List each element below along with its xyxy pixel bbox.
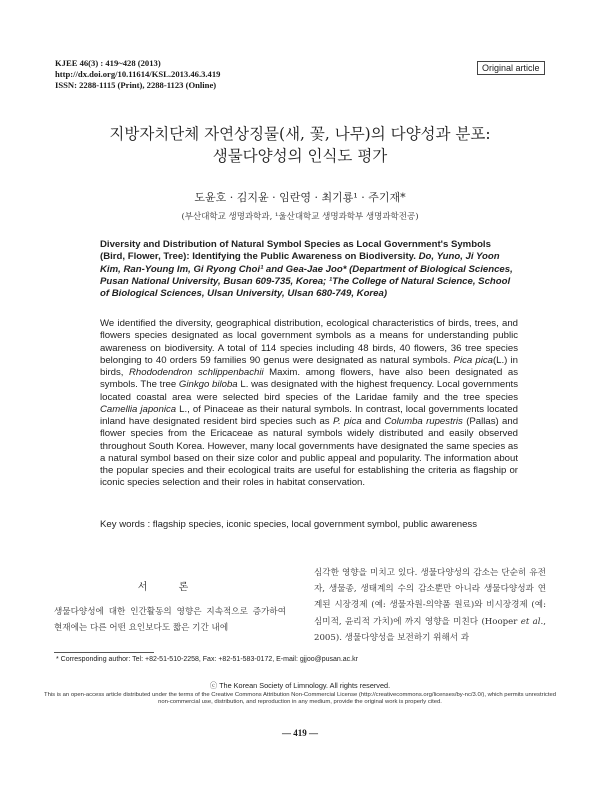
keywords-text: flagship species, iconic species, local government symbol, public awareness [152,519,478,530]
english-title: Diversity and Distribution of Natural Symbol Species as Local Government's Symbols (Bird, Flower, Tree): Identifying the Public Awareness on Biodiversity. [100,239,491,263]
affiliation: (부산대학교 생명과학과, ¹울산대학교 생명과학부 생명과학전공) [181,212,419,222]
article-type-badge: Original article [477,61,545,75]
citation-etal: et al [520,616,541,627]
footnote-divider [54,652,154,653]
title-line-2: 생물다양성의 인식도 평가 [212,147,388,165]
page-number: — 419 — [282,728,318,738]
species-name: P. pica [332,416,362,427]
corresponding-author-footnote: * Corresponding author: Tel: +82-51-510-2258, Fax: +82-51-583-0172, E-mail: gjjoo@pusan.ac.kr [56,656,358,663]
copyright: ⓒ The Korean Society of Limnology. All rights reserved. [209,681,391,690]
paper-title [0,123,600,167]
journal-citation: KJEE 46(3) : 419~428 (2013) [55,58,161,68]
journal-header [55,58,220,91]
license-text: This is an open-access article distributed under the terms of the Creative Commons Attribution Non-Commercial License (http://creativecommons.org/licenses/by-nc/3.0/), which permits unrestricted non-commercial use, distribution, and reproduction in any medium, provide the original work is properly cited. [43,692,557,706]
title-line-1: 지방자치단체 자연상징물(새, 꽃, 나무)의 다양성과 분포: [109,125,491,143]
keywords-label: Key words : [100,519,151,530]
body-left-column: 생물다양성에 대한 인간활동의 영향은 지속적으로 증가하여 현재에는 다른 어떤 요인보다도 짧은 기간 내에 [54,607,286,634]
abstract-text: (Pallas) and flower species from the Ericaceae as natural symbols widely distributed and easily observed throughout South Korea. However, many local governments have designated the same species as a natural symbol based on their size color and public appeal and popularity. The information about the popular species and their ecological traits are useful for establishing the criteria as flagship or iconic species selection and their roles in habitat conservation. [100,416,519,489]
english-authors-affiliation: Do, Yuno, Ji Yoon Kim, Ran-Young Im, Gi Ryong Choi¹ and Gea-Jae Joo* (Department of Biological Sciences, Pusan National University, Busan 609-735, Korea; ¹The College of Natural Science, School of Biological Sciences, Ulsan University, Ulsan 680-749, Korea) [100,251,513,300]
abstract-text: and [365,416,382,427]
abstract-text: L. was designated with the highest frequency. Local governments located coastal area were selected bird species of the Laridae family and the tree species [100,379,518,403]
doi-link[interactable]: http://dx.doi.org/10.11614/KSL.2013.46.3.419 [55,69,221,79]
abstract-text: We identified the diversity, geographical distribution, ecological characteristics of birds, trees, and flowers species designated as local government symbols as a means for understanding public awareness on biodiversity. A total of 114 species including 48 birds, 40 flowers, 36 tree species belonging to 40 orders 59 families 90 genus were designated as natural symbols. [100,318,518,366]
body-text: 심각한 영향을 미치고 있다. 생물다양성의 감소는 단순히 유전자, 생물종, 생태계의 수의 감소뿐만 아니라 생물다양성과 연계된 시장경제 (예: 생물자원-의약품 원료)와 비시장경제 (예: 심미적, 윤리적 가치)에 까지 영향을 미친다 (Hooper [314,568,546,627]
english-title-block [100,239,518,300]
body-text: ., 2005). 생물다양성을 보전하기 위해서 과 [314,616,546,643]
abstract-text: L., of Pinaceae as their natural symbols. In contrast, local governments located inland have designated resident bird species such as [100,403,518,427]
abstract-text: Maxim. among flowers, have also been designated as symbols. The tree [100,367,518,391]
species-name: Pica pica [453,354,493,366]
body-right-column [314,565,546,646]
species-name: Camellia japonica [100,403,177,415]
authors: 도윤호 · 김지윤 · 임란영 · 최기룡¹ · 주기재* [194,191,406,204]
species-name: Ginkgo biloba [178,379,238,391]
issn: ISSN: 2288-1115 (Print), 2288-1123 (Online) [55,80,217,90]
species-name: Columba rupestris [384,416,463,427]
species-name: Rhododendron schlippenbachii [129,367,264,378]
section-heading-introduction: 서 론 [137,582,203,593]
keywords [100,519,518,531]
abstract [100,318,518,490]
abstract-text: (L.) in birds, [100,354,518,378]
